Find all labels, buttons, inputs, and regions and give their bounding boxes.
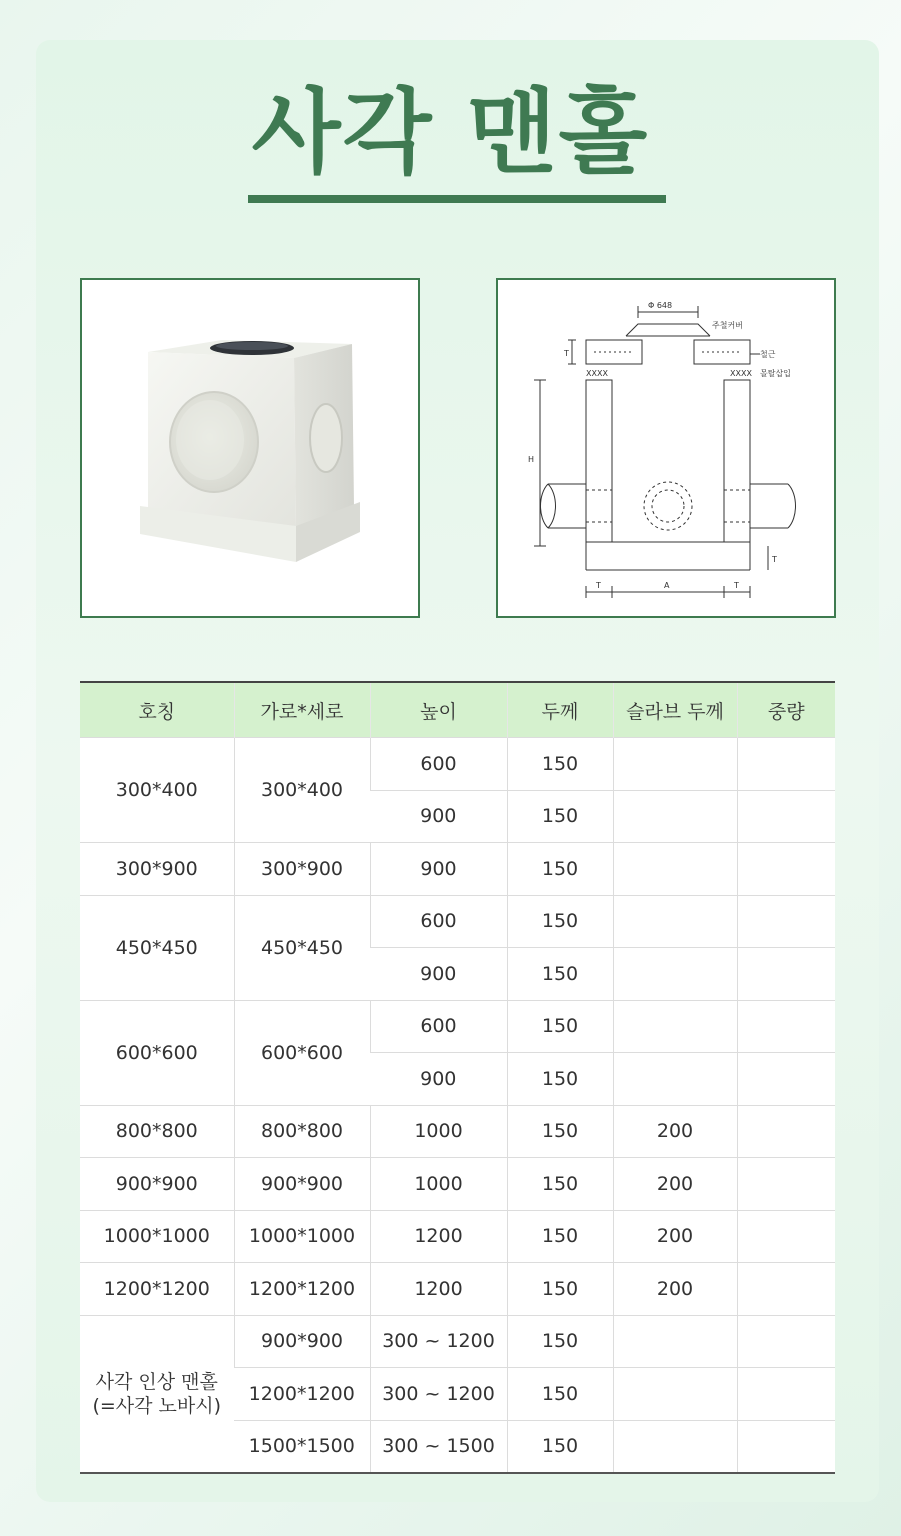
cell-slab: [613, 1420, 737, 1473]
cell-size: 1200*1200: [234, 1368, 370, 1421]
cell-size: 300*400: [234, 738, 370, 843]
cell-weight: [737, 1315, 835, 1368]
table-row: [80, 1000, 835, 1053]
table-row: [80, 1158, 835, 1211]
header-slab: 슬라브 두께: [613, 682, 737, 738]
cell-name: 900*900: [80, 1158, 234, 1211]
cell-slab: [613, 895, 737, 948]
cell-height: 300 ~ 1200: [370, 1368, 507, 1421]
cell-weight: [737, 1368, 835, 1421]
cell-weight: [737, 1263, 835, 1316]
t-label-right: T: [772, 555, 777, 564]
cell-slab: [613, 1368, 737, 1421]
cell-slab: 200: [613, 1158, 737, 1211]
cell-name: 800*800: [80, 1105, 234, 1158]
cell-height: 900: [370, 948, 507, 1001]
cell-weight: [737, 1053, 835, 1106]
h-label: H: [528, 455, 535, 464]
cell-height: 1000: [370, 1105, 507, 1158]
cover-label: 주철커버: [712, 321, 743, 330]
cell-slab: [613, 948, 737, 1001]
rebar-label: 철근: [760, 350, 776, 359]
phi-label: Φ 648: [648, 301, 673, 310]
t-label-top: T: [564, 349, 569, 358]
cell-size: 1500*1500: [234, 1420, 370, 1473]
header-thickness: 두께: [507, 682, 613, 738]
table-row: [80, 1210, 835, 1263]
cell-weight: [737, 895, 835, 948]
cell-weight: [737, 1210, 835, 1263]
header-height: 높이: [370, 682, 507, 738]
cell-height: 900: [370, 1053, 507, 1106]
table-header-row: [80, 682, 835, 738]
cell-slab: [613, 1000, 737, 1053]
cell-height: 1000: [370, 1158, 507, 1211]
cell-weight: [737, 790, 835, 843]
cell-height: 1200: [370, 1263, 507, 1316]
cell-thickness: 150: [507, 1210, 613, 1263]
a-label: A: [664, 581, 670, 590]
cell-weight: [737, 738, 835, 791]
spec-table: [80, 681, 835, 1474]
page-title: 사각 맨홀: [251, 79, 650, 186]
cell-name: 1000*1000: [80, 1210, 234, 1263]
cell-weight: [737, 948, 835, 1001]
cell-height: 600: [370, 895, 507, 948]
cell-thickness: 150: [507, 790, 613, 843]
header-name: 호칭: [80, 682, 234, 738]
cell-size: 450*450: [234, 895, 370, 1000]
cell-slab: [613, 843, 737, 896]
table-row: [80, 738, 835, 791]
cell-name: 300*900: [80, 843, 234, 896]
cell-slab: [613, 790, 737, 843]
table-row: [80, 843, 835, 896]
table-row: [80, 1263, 835, 1316]
header-size: 가로*세로: [234, 682, 370, 738]
cell-height: 600: [370, 1000, 507, 1053]
cell-size: 300*900: [234, 843, 370, 896]
cell-slab: 200: [613, 1263, 737, 1316]
cell-name-riser: [80, 1315, 234, 1473]
svg-text:XXXX: XXXX: [586, 369, 608, 378]
cell-height: 900: [370, 790, 507, 843]
cell-thickness: 150: [507, 738, 613, 791]
cell-name: 450*450: [80, 895, 234, 1000]
cell-name: 1200*1200: [80, 1263, 234, 1316]
table-row: [80, 1315, 835, 1368]
cell-slab: [613, 738, 737, 791]
cell-thickness: 150: [507, 1000, 613, 1053]
cell-height: 300 ~ 1500: [370, 1420, 507, 1473]
cell-name: 600*600: [80, 1000, 234, 1105]
cell-height: 600: [370, 738, 507, 791]
riser-name-line2: (=사각 노바시): [92, 1394, 222, 1417]
cell-thickness: 150: [507, 895, 613, 948]
cell-thickness: 150: [507, 1105, 613, 1158]
manhole-diagram: [496, 278, 836, 618]
cell-size: 900*900: [234, 1158, 370, 1211]
cell-size: 800*800: [234, 1105, 370, 1158]
title-underline: [248, 195, 666, 203]
cell-weight: [737, 1000, 835, 1053]
cell-thickness: 150: [507, 1053, 613, 1106]
cell-thickness: 150: [507, 1263, 613, 1316]
svg-text:XXXX: XXXX: [730, 369, 752, 378]
cell-height: 300 ~ 1200: [370, 1315, 507, 1368]
cell-weight: [737, 1105, 835, 1158]
table-row: [80, 1105, 835, 1158]
cell-size: 900*900: [234, 1315, 370, 1368]
cell-weight: [737, 1158, 835, 1211]
cell-slab: [613, 1053, 737, 1106]
cell-height: 1200: [370, 1210, 507, 1263]
cell-thickness: 150: [507, 1368, 613, 1421]
cell-thickness: 150: [507, 1420, 613, 1473]
table-row: [80, 895, 835, 948]
product-photo: [80, 278, 420, 618]
cell-thickness: 150: [507, 843, 613, 896]
cell-weight: [737, 1420, 835, 1473]
mortar-label: 몰탈삽입: [760, 369, 791, 378]
cell-size: 600*600: [234, 1000, 370, 1105]
riser-name-line1: 사각 인상 맨홀: [95, 1370, 218, 1393]
header-weight: 중량: [737, 682, 835, 738]
cell-slab: [613, 1315, 737, 1368]
cell-height: 900: [370, 843, 507, 896]
t-label-bottom-left: T: [596, 581, 601, 590]
cell-slab: 200: [613, 1105, 737, 1158]
cell-thickness: 150: [507, 1158, 613, 1211]
cell-size: 1200*1200: [234, 1263, 370, 1316]
cell-thickness: 150: [507, 1315, 613, 1368]
cell-size: 1000*1000: [234, 1210, 370, 1263]
cell-weight: [737, 843, 835, 896]
cell-thickness: 150: [507, 948, 613, 1001]
t-label-bottom-right: T: [734, 581, 739, 590]
cell-name: 300*400: [80, 738, 234, 843]
cell-slab: 200: [613, 1210, 737, 1263]
